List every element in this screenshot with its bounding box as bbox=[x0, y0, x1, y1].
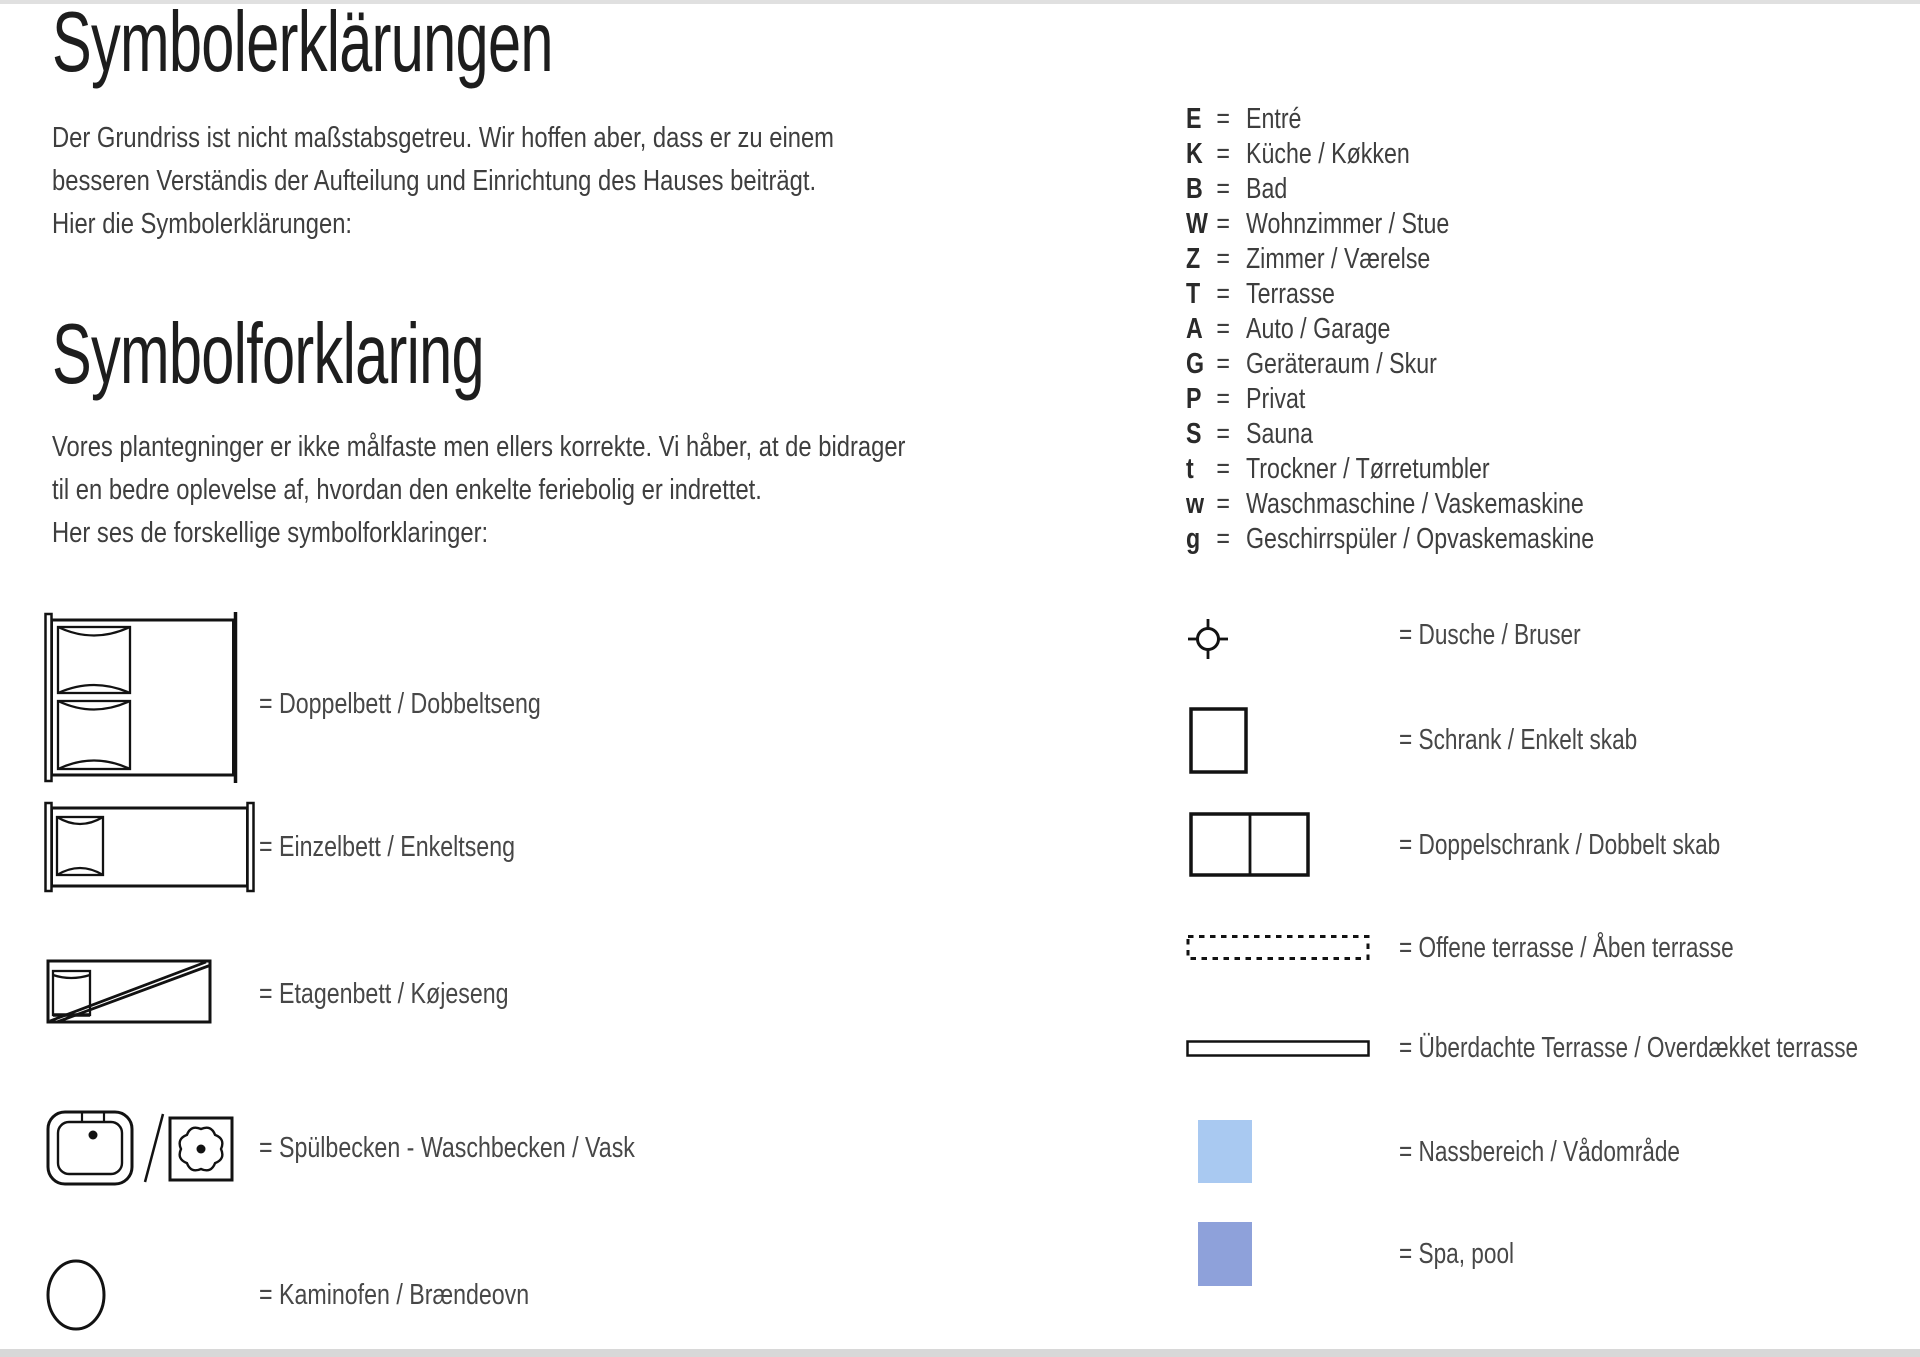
shower-label: = Dusche / Bruser bbox=[1399, 619, 1581, 651]
abbreviation-meaning: Privat bbox=[1246, 383, 1306, 415]
german-intro-line: Der Grundriss ist nicht maßstabsgetreu. Wir hoffen aber, dass er zu einem bbox=[52, 122, 834, 154]
abbreviation-meaning: Wohnzimmer / Stue bbox=[1246, 208, 1450, 240]
abbreviation-row bbox=[1186, 137, 1410, 172]
washbasin-sink-label: = Spülbecken - Waschbecken / Vask bbox=[259, 1132, 635, 1164]
abbreviation-meaning: Terrasse bbox=[1246, 278, 1335, 310]
covered-terrace-icon bbox=[1186, 1040, 1372, 1058]
double-bed-label: = Doppelbett / Dobbeltseng bbox=[259, 688, 541, 720]
equals-sign: = bbox=[1216, 418, 1230, 450]
wood-stove-label: = Kaminofen / Brændeovn bbox=[259, 1279, 530, 1311]
abbreviation-row bbox=[1186, 102, 1301, 137]
spa-pool-swatch bbox=[1198, 1222, 1252, 1286]
abbreviation-letter: S bbox=[1186, 418, 1202, 450]
wet-area-swatch bbox=[1198, 1120, 1252, 1183]
abbreviation-letter: t bbox=[1186, 453, 1194, 485]
abbreviation-row bbox=[1186, 242, 1430, 277]
equals-sign: = bbox=[1216, 243, 1230, 275]
shower-icon bbox=[1186, 617, 1230, 661]
danish-intro-line: til en bedre oplevelse af, hvordan den enkelte feriebolig er indrettet. bbox=[52, 474, 762, 506]
page-bottom-edge bbox=[0, 1349, 1920, 1357]
abbreviation-letter: A bbox=[1186, 313, 1203, 345]
german-intro-line: besseren Verständis der Aufteilung und Einrichtung des Hauses beiträgt. bbox=[52, 165, 817, 197]
washbasin-sink-label-wrap bbox=[259, 1127, 729, 1169]
washbasin-sink-icon bbox=[46, 1108, 241, 1190]
bunk-bed-icon bbox=[46, 956, 214, 1028]
wet-area-label-wrap bbox=[1399, 1131, 1759, 1173]
abbreviation-row bbox=[1186, 382, 1305, 417]
equals-sign: = bbox=[1216, 313, 1230, 345]
abbreviation-row bbox=[1186, 452, 1490, 487]
equals-sign: = bbox=[1216, 523, 1230, 555]
covered-terrace-label-wrap bbox=[1399, 1027, 1920, 1069]
abbreviation-letter: E bbox=[1186, 103, 1202, 135]
single-bed-icon bbox=[44, 800, 256, 896]
double-wardrobe-icon bbox=[1189, 812, 1311, 878]
double-wardrobe-label: = Doppelschrank / Dobbelt skab bbox=[1399, 829, 1721, 861]
german-intro bbox=[52, 117, 834, 246]
abbreviation-row bbox=[1186, 347, 1437, 382]
bunk-bed-label-wrap bbox=[259, 973, 571, 1015]
abbreviation-letter: Z bbox=[1186, 243, 1201, 275]
equals-sign: = bbox=[1216, 103, 1230, 135]
german-title: Symbolerklärungen bbox=[52, 0, 553, 90]
abbreviation-row bbox=[1186, 417, 1313, 452]
german-intro-line: Hier die Symbolerklärungen: bbox=[52, 208, 353, 240]
danish-intro-line: Her ses de forskellige symbolforklaringer: bbox=[52, 517, 489, 549]
abbreviation-meaning: Entré bbox=[1246, 103, 1302, 135]
abbreviation-meaning: Trockner / Tørretumbler bbox=[1246, 453, 1490, 485]
equals-sign: = bbox=[1216, 208, 1230, 240]
abbreviation-row bbox=[1186, 312, 1390, 347]
wardrobe-label-wrap bbox=[1399, 719, 1704, 761]
equals-sign: = bbox=[1216, 173, 1230, 205]
covered-terrace-label: = Überdachte Terrasse / Overdækket terrasse bbox=[1399, 1032, 1859, 1064]
equals-sign: = bbox=[1216, 278, 1230, 310]
equals-sign: = bbox=[1216, 348, 1230, 380]
equals-sign: = bbox=[1216, 488, 1230, 520]
spa-pool-label-wrap bbox=[1399, 1233, 1547, 1275]
abbreviation-letter: B bbox=[1186, 173, 1203, 205]
wardrobe-icon bbox=[1189, 707, 1249, 775]
abbreviation-meaning: Bad bbox=[1246, 173, 1288, 205]
single-bed-label-wrap bbox=[259, 826, 579, 868]
abbreviation-letter: P bbox=[1186, 383, 1202, 415]
abbreviation-letter: G bbox=[1186, 348, 1205, 380]
abbreviation-letter: w bbox=[1186, 488, 1205, 520]
double-bed-label-wrap bbox=[259, 683, 611, 725]
abbreviation-meaning: Geschirrspüler / Opvaskemaskine bbox=[1246, 523, 1595, 555]
single-bed-label: = Einzelbett / Enkeltseng bbox=[259, 831, 516, 863]
open-terrace-icon bbox=[1186, 934, 1372, 962]
abbreviation-meaning: Waschmaschine / Vaskemaskine bbox=[1246, 488, 1584, 520]
bunk-bed-label: = Etagenbett / Køjeseng bbox=[259, 978, 509, 1010]
open-terrace-label: = Offene terrasse / Åben terrasse bbox=[1399, 932, 1734, 964]
abbreviation-letter: K bbox=[1186, 138, 1203, 170]
wardrobe-label: = Schrank / Enkelt skab bbox=[1399, 724, 1638, 756]
abbreviation-meaning: Küche / Køkken bbox=[1246, 138, 1410, 170]
abbreviation-letter: g bbox=[1186, 523, 1201, 555]
danish-title: Symbolforklaring bbox=[52, 307, 484, 402]
abbreviation-meaning: Geräteraum / Skur bbox=[1246, 348, 1437, 380]
spa-pool-label: = Spa, pool bbox=[1399, 1238, 1515, 1270]
abbreviation-letter: T bbox=[1186, 278, 1201, 310]
wood-stove-label-wrap bbox=[259, 1274, 597, 1316]
open-terrace-label-wrap bbox=[1399, 927, 1828, 969]
wood-stove-icon bbox=[44, 1258, 108, 1332]
abbreviation-meaning: Auto / Garage bbox=[1246, 313, 1391, 345]
abbreviation-row bbox=[1186, 277, 1335, 312]
abbreviation-letter: W bbox=[1186, 208, 1208, 240]
danish-intro bbox=[52, 426, 905, 555]
abbreviation-meaning: Zimmer / Værelse bbox=[1246, 243, 1431, 275]
abbreviation-row bbox=[1186, 172, 1287, 207]
equals-sign: = bbox=[1216, 383, 1230, 415]
danish-intro-line: Vores plantegninger er ikke målfaste men ellers korrekte. Vi håber, at de bidrager bbox=[52, 431, 906, 463]
double-wardrobe-label-wrap bbox=[1399, 824, 1811, 866]
abbreviation-row bbox=[1186, 522, 1594, 557]
abbreviation-row bbox=[1186, 207, 1449, 242]
shower-label-wrap bbox=[1399, 614, 1632, 656]
wet-area-label: = Nassbereich / Vådområde bbox=[1399, 1136, 1681, 1168]
abbreviation-meaning: Sauna bbox=[1246, 418, 1314, 450]
equals-sign: = bbox=[1216, 453, 1230, 485]
double-bed-icon bbox=[44, 611, 244, 785]
abbreviation-row bbox=[1186, 487, 1584, 522]
equals-sign: = bbox=[1216, 138, 1230, 170]
